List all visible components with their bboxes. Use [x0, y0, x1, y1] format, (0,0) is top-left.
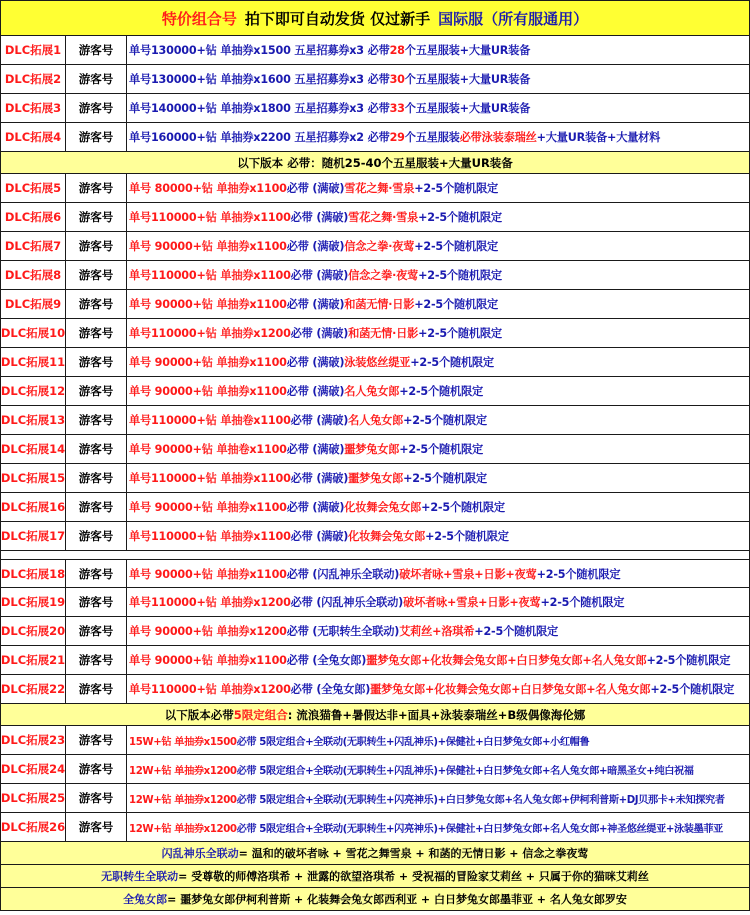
row-guarantee: 必带 5限定组合+全联动(无职转生+闪乱神乐) — [236, 765, 438, 777]
dlc-label: DLC拓展1 — [4, 43, 62, 57]
row-character: 噩梦兔女郎 — [344, 443, 400, 456]
account-type-label: 游客号 — [78, 653, 114, 667]
account-type-cell — [66, 36, 127, 65]
row-tail: +大量UR装备+大量材料 — [536, 131, 661, 144]
dlc-label: DLC拓展12 — [0, 384, 66, 398]
row-limited: +2-5个随机限定 — [414, 298, 498, 311]
dlc-cell — [0, 261, 66, 290]
footer-label: 全兔女郎 — [123, 893, 168, 906]
footer-note — [0, 842, 750, 865]
banner2-part3: : 流浪猫鲁+暑假达非+面具+泳装泰瑞丝+B级偶像海伦娜 — [287, 707, 586, 722]
dlc-cell — [0, 464, 66, 493]
row-count: 30 — [389, 72, 405, 86]
description-cell — [127, 813, 750, 842]
dlc-cell — [0, 617, 66, 646]
row-count: 33 — [389, 101, 405, 115]
dlc-cell — [0, 675, 66, 704]
row-guarantee: 必带 (满破) — [286, 501, 345, 514]
row-character: 和菡无情·日影 — [344, 298, 415, 311]
description-cell — [127, 174, 750, 203]
table-row[interactable] — [0, 65, 750, 94]
footer-label: 无职转生全联动 — [101, 870, 179, 883]
row-limited: +2-5个随机限定 — [536, 567, 621, 581]
section-banner-2-cell — [0, 704, 750, 726]
row-guarantee: 必带 (满破) — [286, 298, 345, 311]
row-limited: +2-5个随机限定 — [540, 596, 625, 609]
dlc-cell — [0, 559, 66, 588]
dlc-cell — [0, 348, 66, 377]
section-banner-2 — [0, 704, 750, 726]
row-limited: +2-5个随机限定 — [418, 211, 502, 224]
account-type-label: 游客号 — [78, 471, 114, 485]
row-character: 破坏者咏+雪泉+日影+夜莺 — [403, 596, 541, 609]
row-character: 破坏者咏+雪泉+日影+夜莺 — [399, 567, 537, 581]
account-type-label: 游客号 — [78, 72, 114, 86]
account-type-cell — [66, 464, 127, 493]
dlc-label: DLC拓展8 — [4, 268, 62, 282]
description-cell — [127, 123, 750, 152]
dlc-label: DLC拓展13 — [0, 413, 66, 427]
table-row[interactable] — [0, 94, 750, 123]
table-row[interactable] — [0, 203, 750, 232]
account-type-label: 游客号 — [78, 384, 114, 398]
table-row[interactable] — [0, 588, 750, 617]
row-bonus: +白日梦兔女郎+名人兔女郎+伊柯利普斯+DJ贝那卡+未知探究者 — [437, 794, 725, 806]
dlc-cell — [0, 65, 66, 94]
table-row[interactable] — [0, 784, 750, 813]
dlc-label: DLC拓展11 — [0, 355, 66, 369]
row-guarantee: 必带 (满破) — [286, 182, 345, 195]
row-limited: +2-5个随机限定 — [418, 327, 502, 340]
description-cell — [127, 65, 750, 94]
table-row[interactable] — [0, 675, 750, 704]
description-cell — [127, 203, 750, 232]
dlc-cell — [0, 406, 66, 435]
table-row[interactable] — [0, 522, 750, 551]
description-cell — [127, 232, 750, 261]
footer-note-cell — [0, 865, 750, 888]
row-limited: +2-5个随机限定 — [403, 414, 487, 427]
footer-label: 闪乱神乐全联动 — [161, 847, 239, 860]
account-type-cell — [66, 290, 127, 319]
row-limited: +2-5个随机限定 — [421, 501, 505, 514]
row-guarantee: 必带 (满破) — [290, 530, 349, 543]
row-character: 名人兔女郎 — [344, 385, 400, 398]
row-count: 29 — [389, 130, 405, 144]
dlc-cell — [0, 290, 66, 319]
row-amount: 单号 90000+钻 单抽券x1100 — [129, 567, 287, 581]
account-type-label: 游客号 — [78, 413, 114, 427]
row-amount: 单号110000+钻 单抽券x1200 — [129, 327, 291, 340]
dlc-label: DLC拓展26 — [0, 820, 66, 834]
table-row[interactable] — [0, 559, 750, 588]
table-row[interactable] — [0, 646, 750, 675]
row-extra: 必带泳装泰瑞丝 — [459, 131, 537, 144]
row-amount: 12W+钻 单抽券x1200 — [129, 765, 237, 777]
row-limited: +2-5个随机限定 — [418, 269, 502, 282]
row-limited: +2-5个随机限定 — [425, 530, 509, 543]
row-character: 化妆舞会兔女郎 — [344, 501, 422, 514]
table-row[interactable] — [0, 123, 750, 152]
account-type-cell — [66, 522, 127, 551]
footer-note-cell — [0, 888, 750, 911]
description-cell — [127, 588, 750, 617]
dlc-cell — [0, 646, 66, 675]
description-cell — [127, 377, 750, 406]
row-limited: +2-5个随机限定 — [414, 240, 498, 253]
account-type-cell — [66, 675, 127, 704]
row-amount: 单号 90000+钻 单抽券x1100 — [129, 240, 287, 253]
table-row[interactable] — [0, 464, 750, 493]
dlc-cell — [0, 755, 66, 784]
dlc-cell — [0, 813, 66, 842]
account-type-label: 游客号 — [78, 355, 114, 369]
row-guarantee: 必带 (满破) — [290, 327, 349, 340]
dlc-cell — [0, 588, 66, 617]
account-type-cell — [66, 726, 127, 755]
row-bonus: +保健社+白日梦兔女郎+名人兔女郎+暗黑圣女+纯白祝福 — [437, 765, 694, 777]
dlc-label: DLC拓展9 — [4, 297, 62, 311]
row-limited: +2-5个随机限定 — [414, 182, 498, 195]
dlc-cell — [0, 36, 66, 65]
account-type-label: 游客号 — [78, 529, 114, 543]
banner2-part1: 以下版本必带 — [164, 707, 234, 722]
row-amount: 单号 90000+钻 单抽券x1100 — [129, 298, 287, 311]
table-row[interactable] — [0, 406, 750, 435]
account-type-cell — [66, 377, 127, 406]
row-bonus: +保健社+白日梦兔女郎+小红帽鲁 — [437, 736, 590, 748]
account-type-label: 游客号 — [78, 442, 114, 456]
row-amount: 单号110000+钻 单抽券x1100 — [129, 472, 291, 485]
row-amount: 单号110000+钻 单抽券x1100 — [129, 530, 291, 543]
section-banner-1-cell — [0, 152, 750, 174]
row-limited: +2-5个随机限定 — [399, 385, 483, 398]
row-character: 和菡无情·日影 — [348, 327, 419, 340]
description-cell — [127, 406, 750, 435]
dlc-cell — [0, 203, 66, 232]
table-row[interactable] — [0, 261, 750, 290]
dlc-label: DLC拓展10 — [0, 326, 66, 340]
row-limited: +2-5个随机限定 — [474, 625, 559, 638]
row-guarantee: 必带 (无职转生全联动) — [286, 625, 400, 638]
table-row[interactable] — [0, 232, 750, 261]
row-guarantee: 必带 (满破) — [286, 240, 345, 253]
account-type-cell — [66, 319, 127, 348]
row-amount: 单号110000+钻 单抽券x1200 — [129, 596, 291, 609]
row-guarantee: 必带 (全兔女郎) — [286, 654, 367, 667]
row-limited: +2-5个随机限定 — [403, 472, 487, 485]
dlc-label: DLC拓展18 — [0, 566, 66, 581]
row-character: 雪花之舞·雪泉 — [344, 182, 415, 195]
dlc-cell — [0, 94, 66, 123]
account-type-cell — [66, 123, 127, 152]
account-type-cell — [66, 435, 127, 464]
account-type-cell — [66, 174, 127, 203]
account-type-label: 游客号 — [78, 43, 114, 57]
dlc-label: DLC拓展24 — [0, 762, 66, 776]
account-type-cell — [66, 65, 127, 94]
dlc-label: DLC拓展25 — [0, 791, 66, 805]
row-amount: 12W+钻 单抽券x1200 — [129, 823, 237, 835]
row-guarantee: 必带 (全兔女郎) — [290, 683, 371, 696]
row-guarantee: 必带 (满破) — [290, 269, 349, 282]
account-type-label: 游客号 — [78, 130, 114, 144]
table-row[interactable] — [0, 435, 750, 464]
dlc-label: DLC拓展22 — [0, 682, 66, 696]
footer-note-cell — [0, 842, 750, 865]
account-type-cell — [66, 406, 127, 435]
row-character: 噩梦兔女郎+化妆舞会兔女郎+白日梦兔女郎+名人兔女郎 — [370, 683, 651, 696]
dlc-label: DLC拓展20 — [0, 624, 66, 638]
account-type-label: 游客号 — [78, 791, 114, 805]
row-limited: +2-5个随机限定 — [646, 654, 731, 667]
row-amount: 单号110000+钻 单抽券x1200 — [129, 683, 291, 696]
account-type-label: 游客号 — [78, 682, 114, 696]
row-amount: 单号110000+钻 单抽券x1100 — [129, 211, 291, 224]
account-type-cell — [66, 784, 127, 813]
row-amount: 单号 90000+钻 单抽券x1100 — [129, 385, 287, 398]
dlc-label: DLC拓展23 — [0, 733, 66, 747]
table-row[interactable] — [0, 377, 750, 406]
description-cell — [127, 522, 750, 551]
row-limited: +2-5个随机限定 — [650, 683, 735, 696]
account-type-cell — [66, 755, 127, 784]
account-type-cell — [66, 813, 127, 842]
row-amount: 15W+钻 单抽券x1500 — [129, 736, 237, 748]
description-cell — [127, 435, 750, 464]
row-amount: 单号 90000+钻 单抽卷x1100 — [129, 443, 287, 456]
description-cell — [127, 559, 750, 588]
row-suffix: 个五星服装+大量UR装备 — [404, 73, 531, 86]
footer-note — [0, 888, 750, 911]
row-guarantee: 必带 (满破) — [286, 385, 345, 398]
dlc-cell — [0, 522, 66, 551]
row-guarantee: 必带 5限定组合+全联动(无职转生+闪亮神乐) — [236, 794, 438, 806]
description-cell — [127, 755, 750, 784]
row-character: 名人兔女郎 — [348, 414, 404, 427]
description-cell — [127, 290, 750, 319]
description-cell — [127, 464, 750, 493]
dlc-cell — [0, 726, 66, 755]
header-part3: 国际服 — [438, 9, 484, 28]
row-guarantee: 必带 (满破) — [286, 356, 345, 369]
row-character: 化妆舞会兔女郎 — [348, 530, 426, 543]
dlc-label: DLC拓展16 — [0, 500, 66, 514]
description-cell — [127, 784, 750, 813]
row-guarantee: 必带 5限定组合+全联动(无职转生+闪乱神乐) — [236, 736, 438, 748]
banner2-part2: 5限定组合 — [233, 707, 288, 722]
account-type-cell — [66, 261, 127, 290]
account-type-label: 游客号 — [78, 326, 114, 340]
account-type-cell — [66, 94, 127, 123]
account-type-cell — [66, 617, 127, 646]
description-cell — [127, 319, 750, 348]
dlc-label: DLC拓展21 — [0, 653, 66, 667]
account-type-label: 游客号 — [78, 101, 114, 115]
account-type-cell — [66, 493, 127, 522]
table-row[interactable] — [0, 36, 750, 65]
row-amount: 单号110000+钻 单抽券x1100 — [129, 269, 291, 282]
account-type-cell — [66, 588, 127, 617]
row-amount: 12W+钻 单抽券x1200 — [129, 794, 237, 806]
table-row[interactable] — [0, 174, 750, 203]
row-suffix: 个五星服装+大量UR装备 — [404, 102, 531, 115]
table-row[interactable] — [0, 726, 750, 755]
account-type-label: 游客号 — [78, 239, 114, 253]
dlc-label: DLC拓展3 — [4, 101, 62, 115]
account-type-label: 游客号 — [78, 566, 114, 581]
account-type-label: 游客号 — [78, 624, 114, 638]
section-spacer — [0, 551, 750, 559]
row-guarantee: 必带 (满破) — [290, 211, 349, 224]
description-cell — [127, 94, 750, 123]
description-cell — [127, 675, 750, 704]
row-amount: 单号 90000+钻 单抽券x1100 — [129, 356, 287, 369]
description-cell — [127, 617, 750, 646]
footer-text: = 受尊敬的师傅洛琪希 + 泄露的欲望洛琪希 + 受祝福的冒险家艾莉丝 + 只属于你的猫咪艾莉丝 — [178, 870, 649, 883]
dlc-label: DLC拓展5 — [4, 181, 62, 195]
banner1-text: 以下版本 必带：随机25-40个五星服装+大量UR装备 — [237, 155, 513, 170]
dlc-label: DLC拓展19 — [0, 595, 66, 609]
row-guarantee: 必带 (满破) — [290, 472, 349, 485]
account-type-cell — [66, 232, 127, 261]
row-amount: 单号 80000+钻 单抽券x1100 — [129, 182, 287, 195]
section-banner-1 — [0, 152, 750, 174]
table-row[interactable] — [0, 813, 750, 842]
dlc-cell — [0, 493, 66, 522]
header-part4: （所有服通用） — [483, 9, 589, 28]
header-banner — [0, 0, 750, 36]
account-type-cell — [66, 348, 127, 377]
account-type-label: 游客号 — [78, 268, 114, 282]
dlc-label: DLC拓展6 — [4, 210, 62, 224]
dlc-cell — [0, 784, 66, 813]
row-suffix: 个五星服装 — [404, 131, 460, 144]
description-cell — [127, 726, 750, 755]
footer-note — [0, 865, 750, 888]
account-type-label: 游客号 — [78, 762, 114, 776]
account-type-cell — [66, 559, 127, 588]
account-type-label: 游客号 — [78, 733, 114, 747]
row-guarantee: 必带 (闪乱神乐全联动) — [286, 567, 400, 581]
dlc-label: DLC拓展15 — [0, 471, 66, 485]
description-cell — [127, 261, 750, 290]
table-row[interactable] — [0, 617, 750, 646]
row-amount: 单号 90000+钻 单抽券x1100 — [129, 501, 287, 514]
row-character: 噩梦兔女郎 — [348, 472, 404, 485]
row-amount: 单号 90000+钻 单抽券x1200 — [129, 625, 287, 638]
description-cell — [127, 348, 750, 377]
row-amount: 单号110000+钻 单抽卷x1100 — [129, 414, 291, 427]
description-cell — [127, 646, 750, 675]
footer-text: = 噩梦兔女郎伊柯利普斯 + 化装舞会兔女郎西利亚 + 白日梦兔女郎墨菲亚 + 名人兔女郎罗安 — [167, 893, 627, 906]
row-prefix: 单号130000+钻 单抽券x1600 五星招募券x3 必带 — [129, 73, 390, 86]
account-type-cell — [66, 646, 127, 675]
header-part2: 拍下即可自动发货 仅过新手 — [244, 9, 431, 28]
account-type-label: 游客号 — [78, 297, 114, 311]
dlc-cell — [0, 232, 66, 261]
row-character: 噩梦兔女郎+化妆舞会兔女郎+白日梦兔女郎+名人兔女郎 — [366, 654, 647, 667]
row-guarantee: 必带 (满破) — [286, 443, 345, 456]
row-guarantee: 必带 (闪乱神乐全联动) — [290, 596, 404, 609]
account-type-label: 游客号 — [78, 181, 114, 195]
dlc-cell — [0, 123, 66, 152]
row-character: 信念之拳·夜莺 — [348, 269, 419, 282]
row-limited: +2-5个随机限定 — [399, 443, 483, 456]
row-guarantee: 必带 5限定组合+全联动(无职转生+闪亮神乐) — [236, 823, 438, 835]
account-type-label: 游客号 — [78, 820, 114, 834]
header-part1: 特价组合号 — [161, 9, 237, 28]
dlc-label: DLC拓展7 — [4, 239, 62, 253]
dlc-label: DLC拓展14 — [0, 442, 66, 456]
row-limited: +2-5个随机限定 — [410, 356, 494, 369]
footer-text: = 温和的破坏者咏 + 雪花之舞雪泉 + 和菡的无情日影 + 信念之拳夜莺 — [238, 847, 589, 860]
row-prefix: 单号130000+钻 单抽券x1500 五星招募券x3 必带 — [129, 44, 390, 57]
dlc-label: DLC拓展17 — [0, 529, 66, 543]
table-row[interactable] — [0, 290, 750, 319]
row-prefix: 单号160000+钻 单抽券x2200 五星招募券x2 必带 — [129, 131, 390, 144]
row-character: 泳装悠丝缇亚 — [344, 356, 411, 369]
description-cell — [127, 36, 750, 65]
account-type-label: 游客号 — [78, 500, 114, 514]
row-prefix: 单号140000+钻 单抽券x1800 五星招募券x3 必带 — [129, 102, 390, 115]
row-character: 信念之拳·夜莺 — [344, 240, 415, 253]
dlc-label: DLC拓展2 — [4, 72, 62, 86]
dlc-cell — [0, 319, 66, 348]
dlc-label: DLC拓展4 — [4, 130, 62, 144]
row-bonus: +保健社+白日梦兔女郎+名人兔女郎+神圣悠丝缇亚+泳装墨菲亚 — [437, 823, 723, 835]
account-type-label: 游客号 — [78, 595, 114, 609]
account-type-label: 游客号 — [78, 210, 114, 224]
description-cell — [127, 493, 750, 522]
table-row[interactable] — [0, 493, 750, 522]
row-character: 雪花之舞·雪泉 — [348, 211, 419, 224]
row-guarantee: 必带 (满破) — [290, 414, 349, 427]
dlc-cell — [0, 174, 66, 203]
row-count: 28 — [389, 43, 405, 57]
dlc-cell — [0, 435, 66, 464]
row-amount: 单号 90000+钻 单抽券x1100 — [129, 654, 287, 667]
dlc-cell — [0, 377, 66, 406]
account-type-cell — [66, 203, 127, 232]
row-suffix: 个五星服装+大量UR装备 — [404, 44, 531, 57]
row-character: 艾莉丝+洛琪希 — [399, 625, 475, 638]
table-row[interactable] — [0, 319, 750, 348]
table-row[interactable] — [0, 348, 750, 377]
table-row[interactable] — [0, 755, 750, 784]
